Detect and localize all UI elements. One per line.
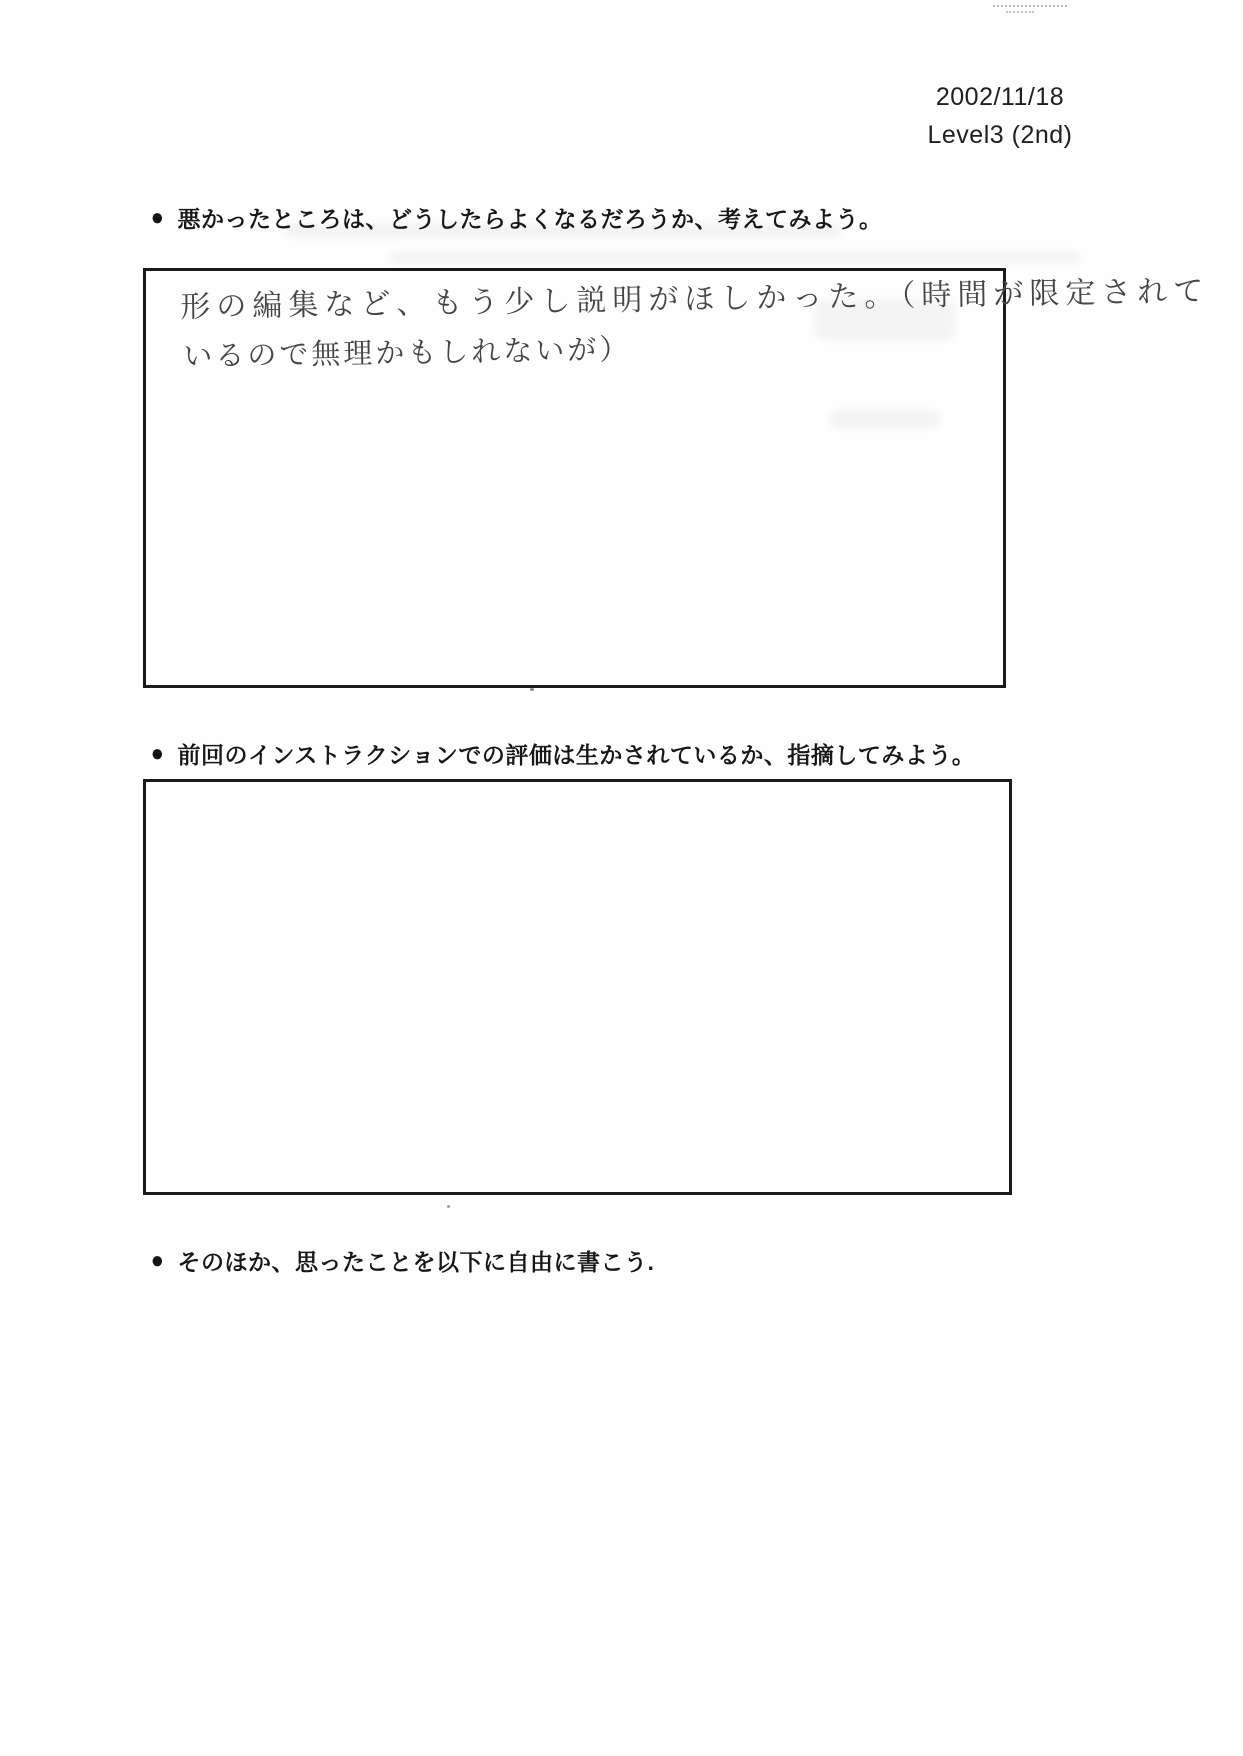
header-date: 2002/11/18 [935, 83, 1065, 111]
header-level: Level3 (2nd) [927, 121, 1073, 149]
bullet-icon: ● [150, 203, 164, 231]
scan-artifact-speck [447, 1205, 450, 1208]
scan-artifact-dotted-line-small [1006, 11, 1034, 13]
question-2-row [150, 737, 975, 770]
header-date-block [800, 78, 1200, 154]
answer-box-2 [143, 779, 1012, 1195]
question-3-row [150, 1244, 654, 1277]
question-2-prompt: 前回のインストラクションでの評価は生かされているか、指摘してみよう。 [177, 742, 976, 768]
scan-artifact-speck [530, 688, 534, 691]
handwritten-answer-line-1: 形の編集など、もう少し説明がほしかった。（時間が限定されて [180, 273, 1210, 325]
question-3-prompt: そのほか、思ったことを以下に自由に書こう. [177, 1249, 655, 1275]
question-1-prompt: 悪かったところは、どうしたらよくなるだろうか、考えてみよう。 [177, 206, 883, 232]
question-1-row [150, 201, 883, 234]
bullet-icon: ● [150, 1246, 164, 1274]
handwritten-answer-line-2: いるので無理かもしれないが） [183, 331, 632, 373]
scan-artifact-smudge [390, 252, 1080, 263]
bullet-icon: ● [150, 739, 164, 767]
scan-artifact-dotted-line [993, 5, 1067, 7]
